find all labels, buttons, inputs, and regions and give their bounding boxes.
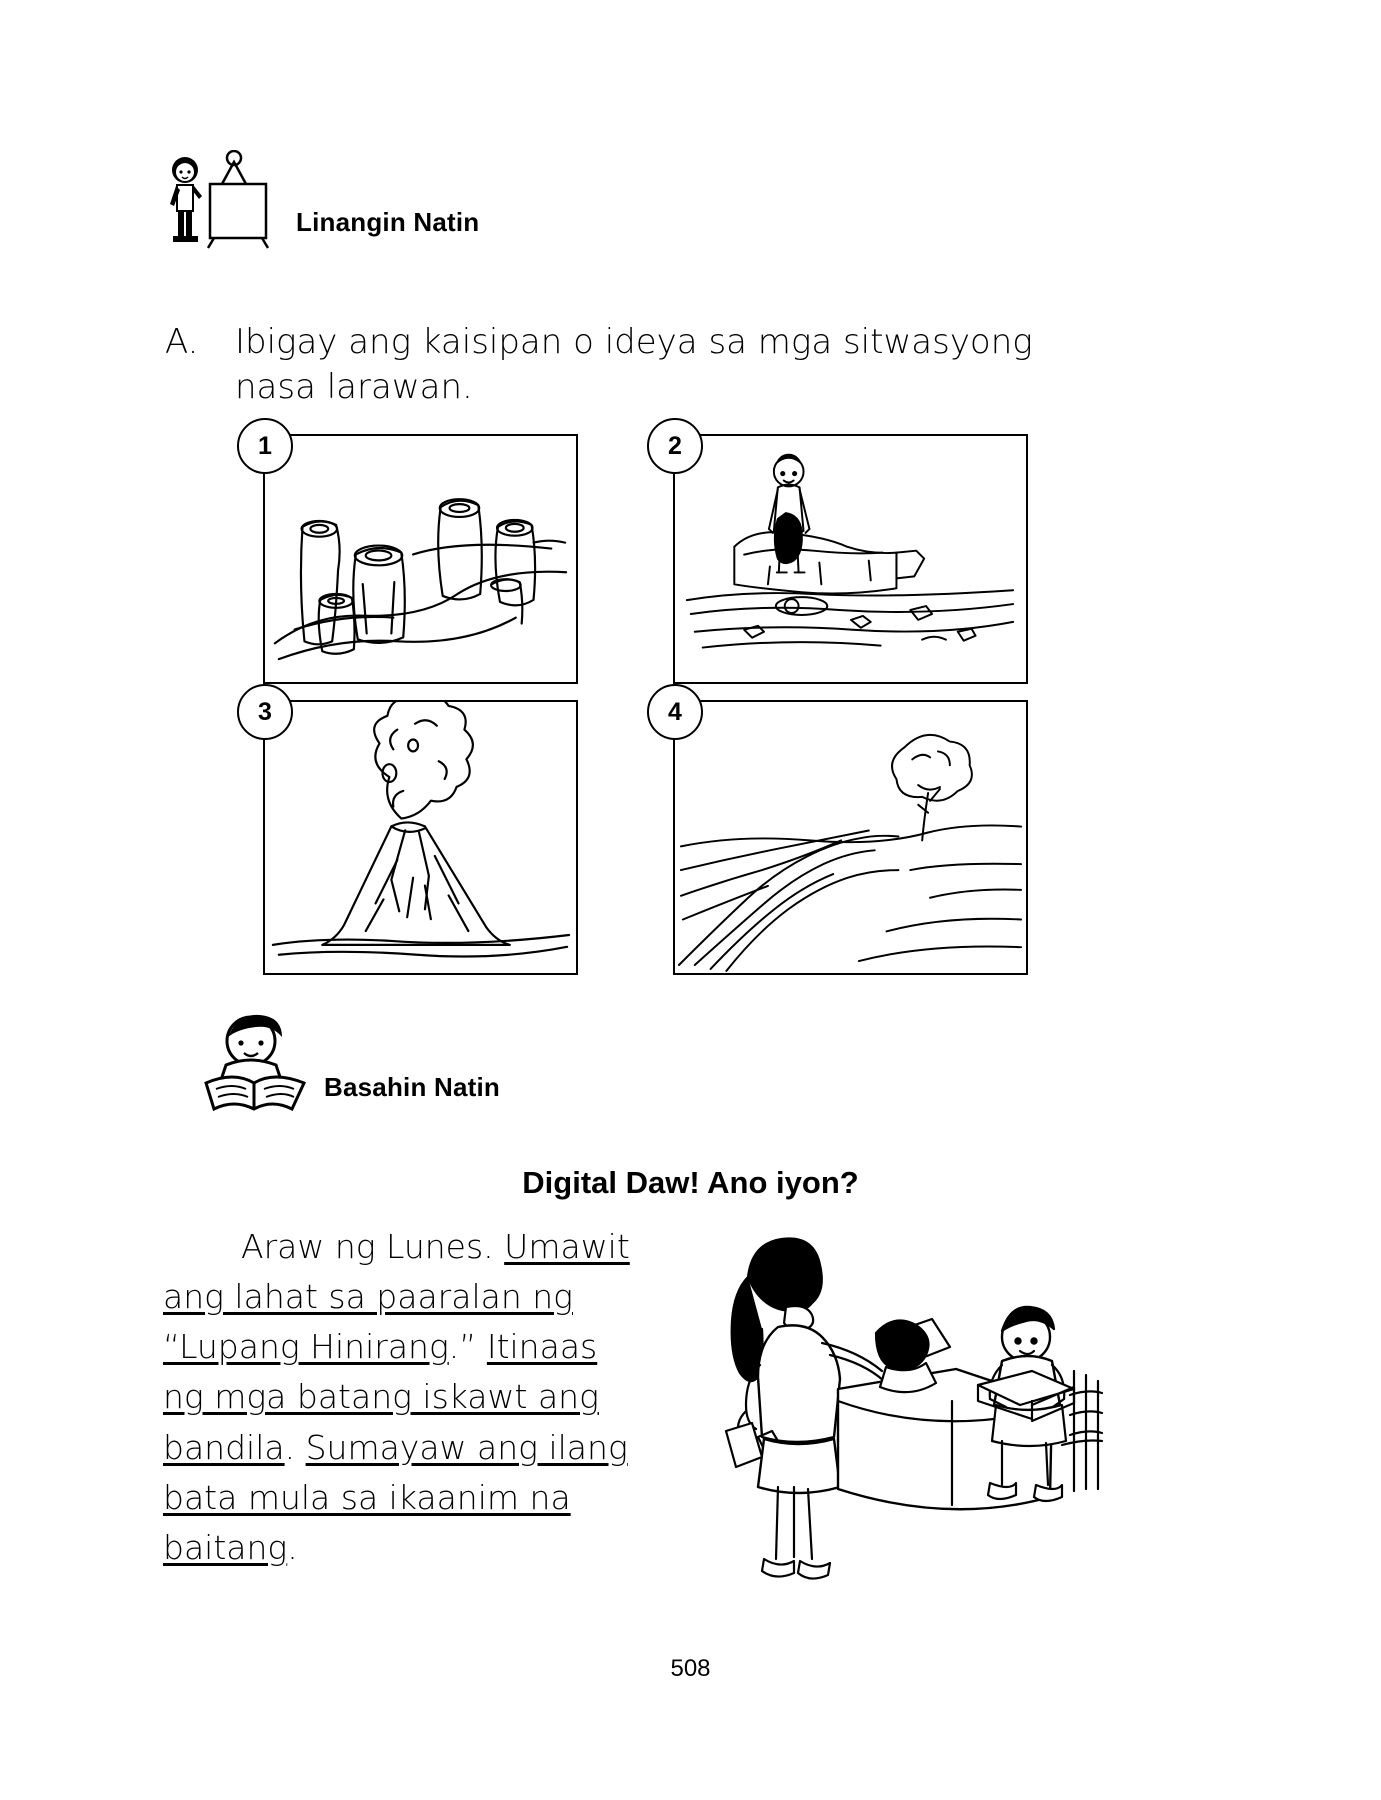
picture-number-1: 1 [237,418,293,474]
picture-number-3: 3 [237,684,293,740]
activity-marker: A. [165,322,199,362]
picture-box-3 [258,697,578,975]
picture-number-4: 4 [647,684,703,740]
story-segment-5: . [284,1427,306,1467]
picture-box-2 [668,431,1028,684]
picture-box-4 [668,697,1028,975]
story-segment-7: . [287,1527,298,1567]
activity-instruction-text: Ibigay ang kaisipan o ideya sa mga sitwasyong nasa larawan. [235,322,1033,407]
story-title: Digital Daw! Ano iyon? [522,1165,859,1200]
section-heading-basahin-natin [196,1005,500,1115]
picture-box-1 [258,431,578,684]
story-segment-1: Araw ng Lunes. [241,1227,505,1266]
story-paragraph [163,1222,633,1573]
page-number: 508 [670,1655,711,1682]
section-label: Linangin Natin [296,207,480,237]
story-segment-4: Itinaas ng mga batang iskawt ang bandila [163,1327,599,1467]
erupting-volcano-illustration [265,702,576,974]
tree-stumps-deforestation-illustration [265,436,576,683]
story-segment-2: Umawit ang lahat sa paaralan ng “Lupang Hinirang [163,1227,630,1367]
story-segment-6: Sumayaw ang ilang bata mula sa ikaanim na baitang [163,1427,628,1567]
story-illustration-container [690,1215,1120,1605]
winding-river-with-lone-tree-illustration [675,702,1026,974]
section-label: Basahin Natin [324,1072,500,1102]
picture-number-2: 2 [647,418,703,474]
person-standing-on-rock-by-polluted-river-illustration [675,436,1026,683]
story-segment-3: .” [448,1327,487,1367]
boy-reading-book-icon [196,1005,316,1115]
teacher-and-pupils-in-classroom-illustration [690,1215,1120,1605]
